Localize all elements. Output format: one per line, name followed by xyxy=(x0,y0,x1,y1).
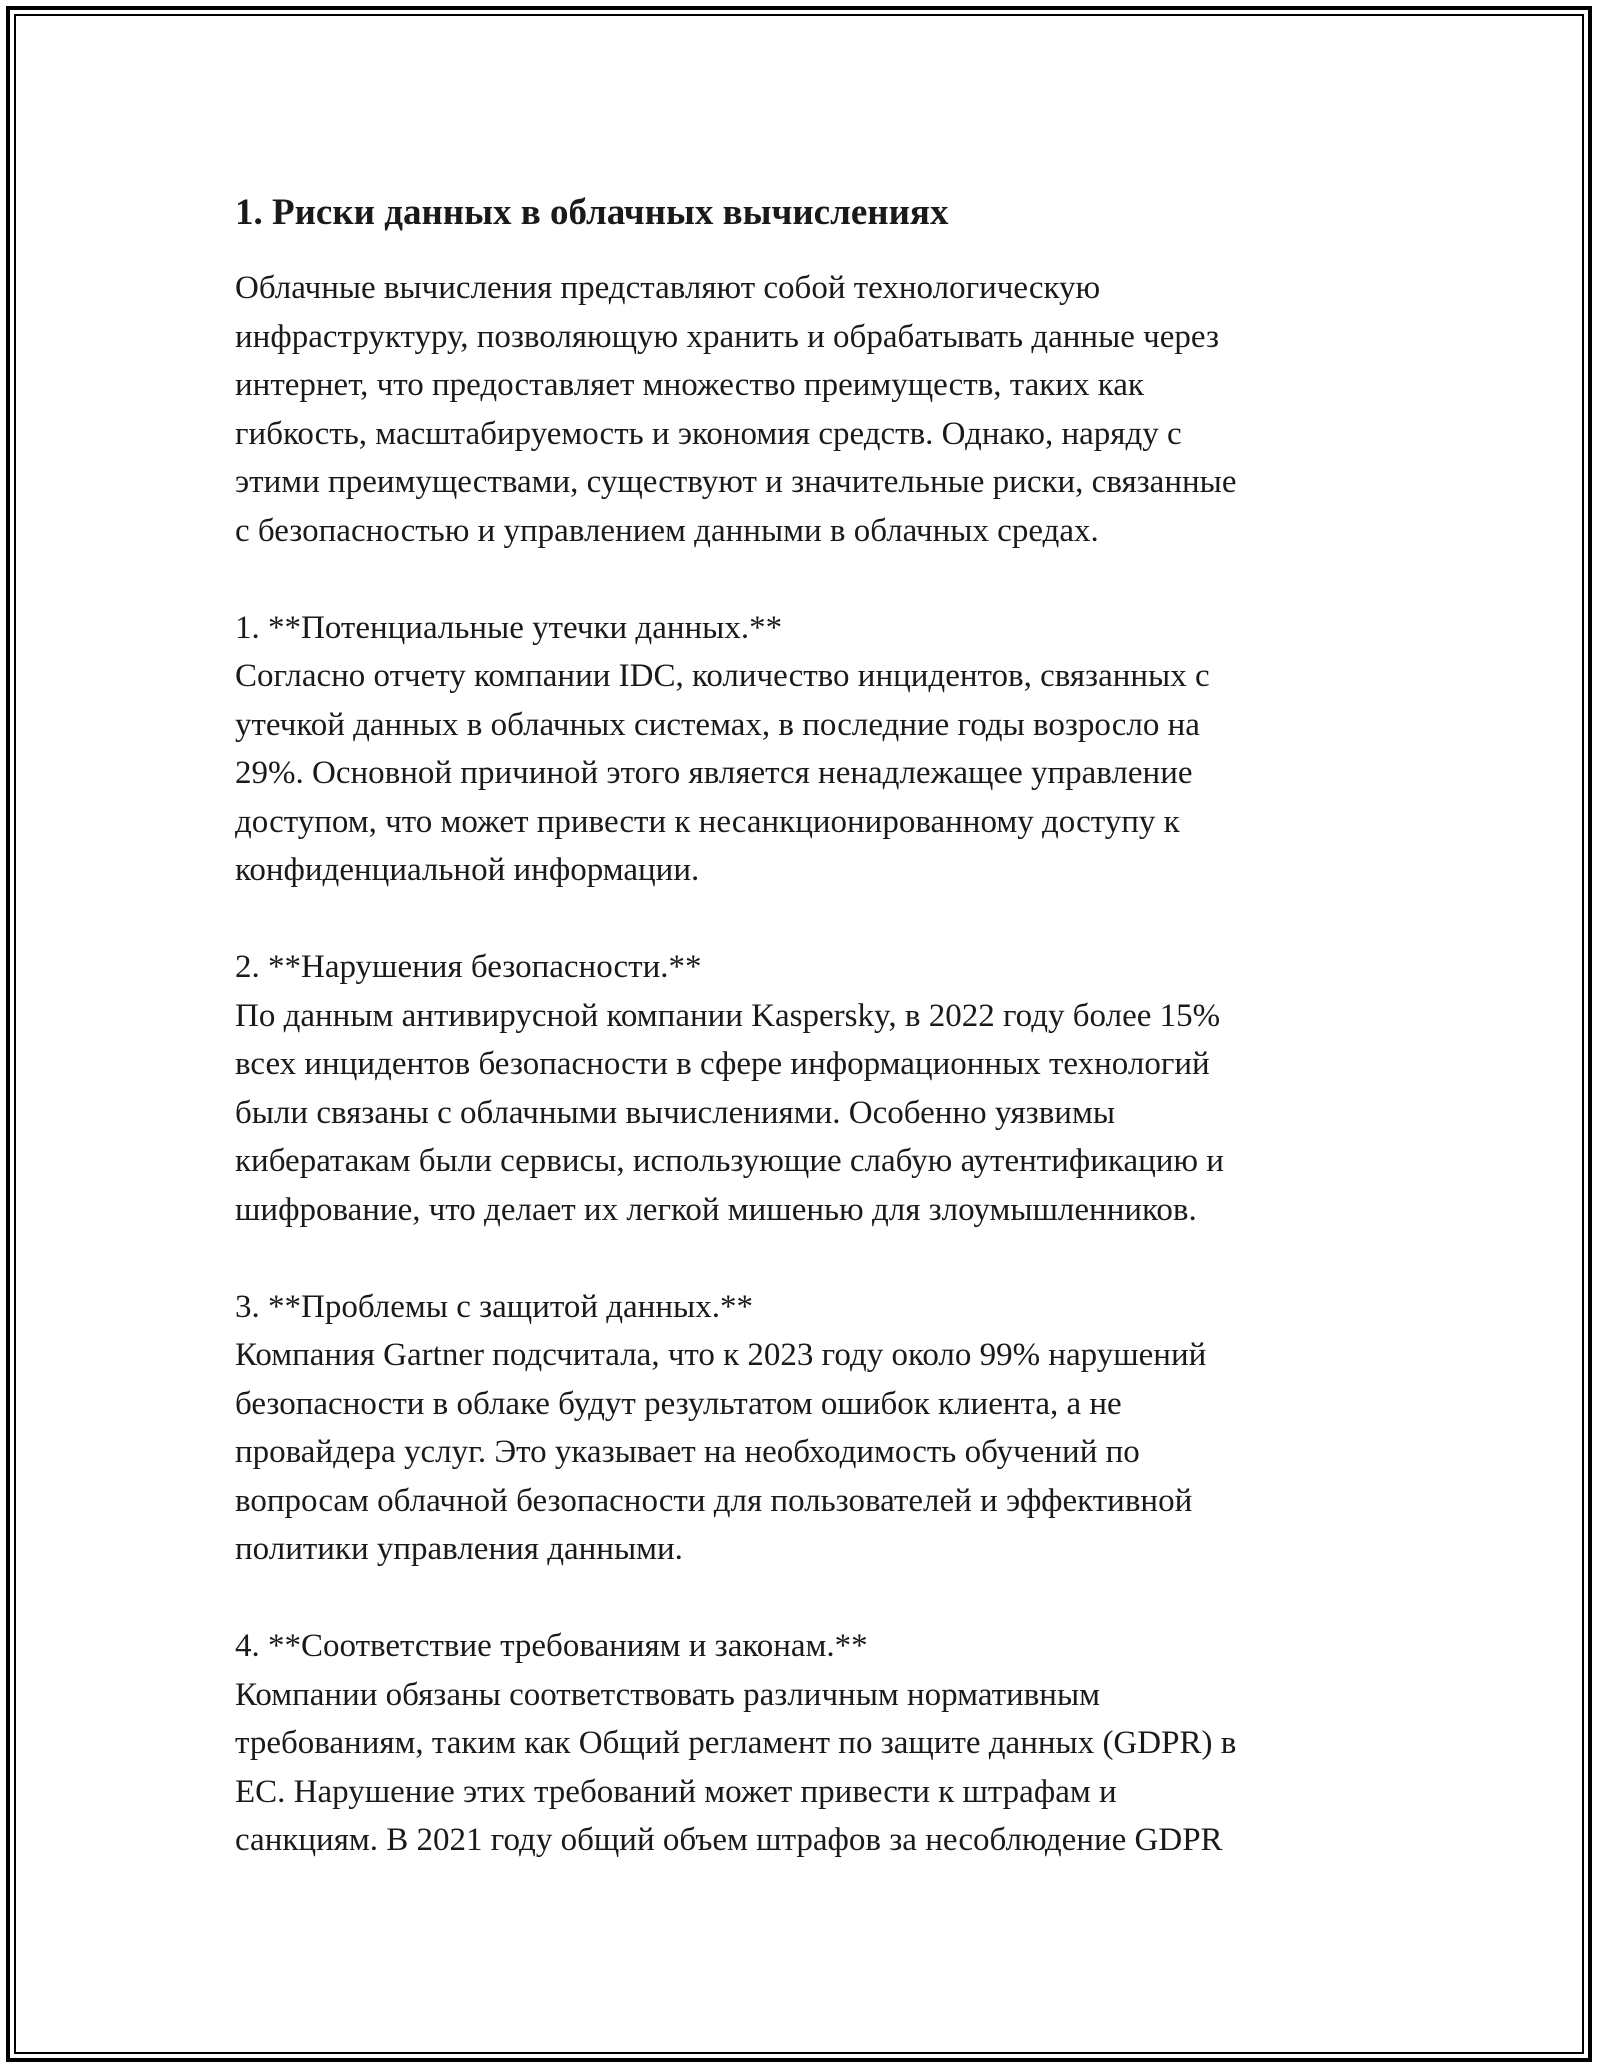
risk-item-line: 29%. Основной причиной этого является ненадлежащее управление xyxy=(235,755,1193,791)
risk-item-title: 1. **Потенциальные утечки данных.** xyxy=(235,609,783,646)
risk-item-security-breaches xyxy=(235,943,1365,1234)
risk-item-line: утечкой данных в облачных системах, в последние годы возросло на xyxy=(235,706,1200,743)
risk-item-line: политики управления данными. xyxy=(235,1531,683,1567)
intro-line: с безопасностью и управлением данными в облачных средах. xyxy=(235,512,1099,549)
risk-item-title: 3. **Проблемы с защитой данных.** xyxy=(235,1288,753,1325)
risk-item-line: провайдера услуг. Это указывает на необходимость обучений по xyxy=(235,1434,1140,1470)
risk-item-line: требованиям, таким как Общий регламент по защите данных (GDPR) в xyxy=(235,1725,1237,1761)
intro-line: этими преимуществами, существуют и значительные риски, связанные xyxy=(235,464,1237,500)
risk-item-line: ЕС. Нарушение этих требований может привести к штрафам и xyxy=(235,1773,1117,1810)
risk-item-line: Согласно отчету компании IDC, количество инцидентов, связанных с xyxy=(235,658,1210,694)
risk-item-compliance xyxy=(235,1622,1365,1865)
risk-item-line: безопасности в облаке будут результатом ошибок клиента, а не xyxy=(235,1385,1122,1422)
risk-item-line: кибератакам были сервисы, использующие слабую аутентификацию и xyxy=(235,1143,1224,1179)
intro-line: Облачные вычисления представляют собой технологическую xyxy=(235,270,1101,306)
risk-item-line: Компании обязаны соответствовать различным нормативным xyxy=(235,1676,1101,1713)
intro-line: инфраструктуру, позволяющую хранить и обрабатывать данные через xyxy=(235,318,1219,355)
intro-line: гибкость, масштабируемость и экономия средств. Однако, наряду с xyxy=(235,415,1182,452)
risk-item-line: По данным антивирусной компании Kaspersky, в 2022 году более 15% xyxy=(235,997,1221,1034)
risk-item-line: санкциям. В 2021 году общий объем штрафов за несоблюдение GDPR xyxy=(235,1822,1223,1858)
risk-item-data-protection xyxy=(235,1283,1365,1574)
risk-item-line: конфиденциальной информации. xyxy=(235,852,700,888)
risk-item-title: 4. **Соответствие требованиям и законам.** xyxy=(235,1628,868,1664)
risk-item-line: Компания Gartner подсчитала, что к 2023 году около 99% нарушений xyxy=(235,1337,1207,1373)
risk-item-line: доступом, что может привести к несанкционированному доступу к xyxy=(235,803,1180,840)
document-body xyxy=(235,188,1365,1865)
risk-item-line: всех инцидентов безопасности в сфере информационных технологий xyxy=(235,1046,1210,1082)
risk-item-data-leaks xyxy=(235,604,1365,895)
intro-line: интернет, что предоставляет множество преимуществ, таких как xyxy=(235,367,1144,403)
risk-item-line: шифрование, что делает их легкой мишенью для злоумышленников. xyxy=(235,1191,1197,1228)
risk-item-line: вопросам облачной безопасности для пользователей и эффективной xyxy=(235,1482,1193,1519)
risk-item-line: были связаны с облачными вычислениями. Особенно уязвимы xyxy=(235,1094,1116,1131)
risk-item-title: 2. **Нарушения безопасности.** xyxy=(235,949,702,985)
section-heading: 1. Риски данных в облачных вычислениях xyxy=(235,192,949,233)
intro-paragraph xyxy=(235,264,1365,555)
